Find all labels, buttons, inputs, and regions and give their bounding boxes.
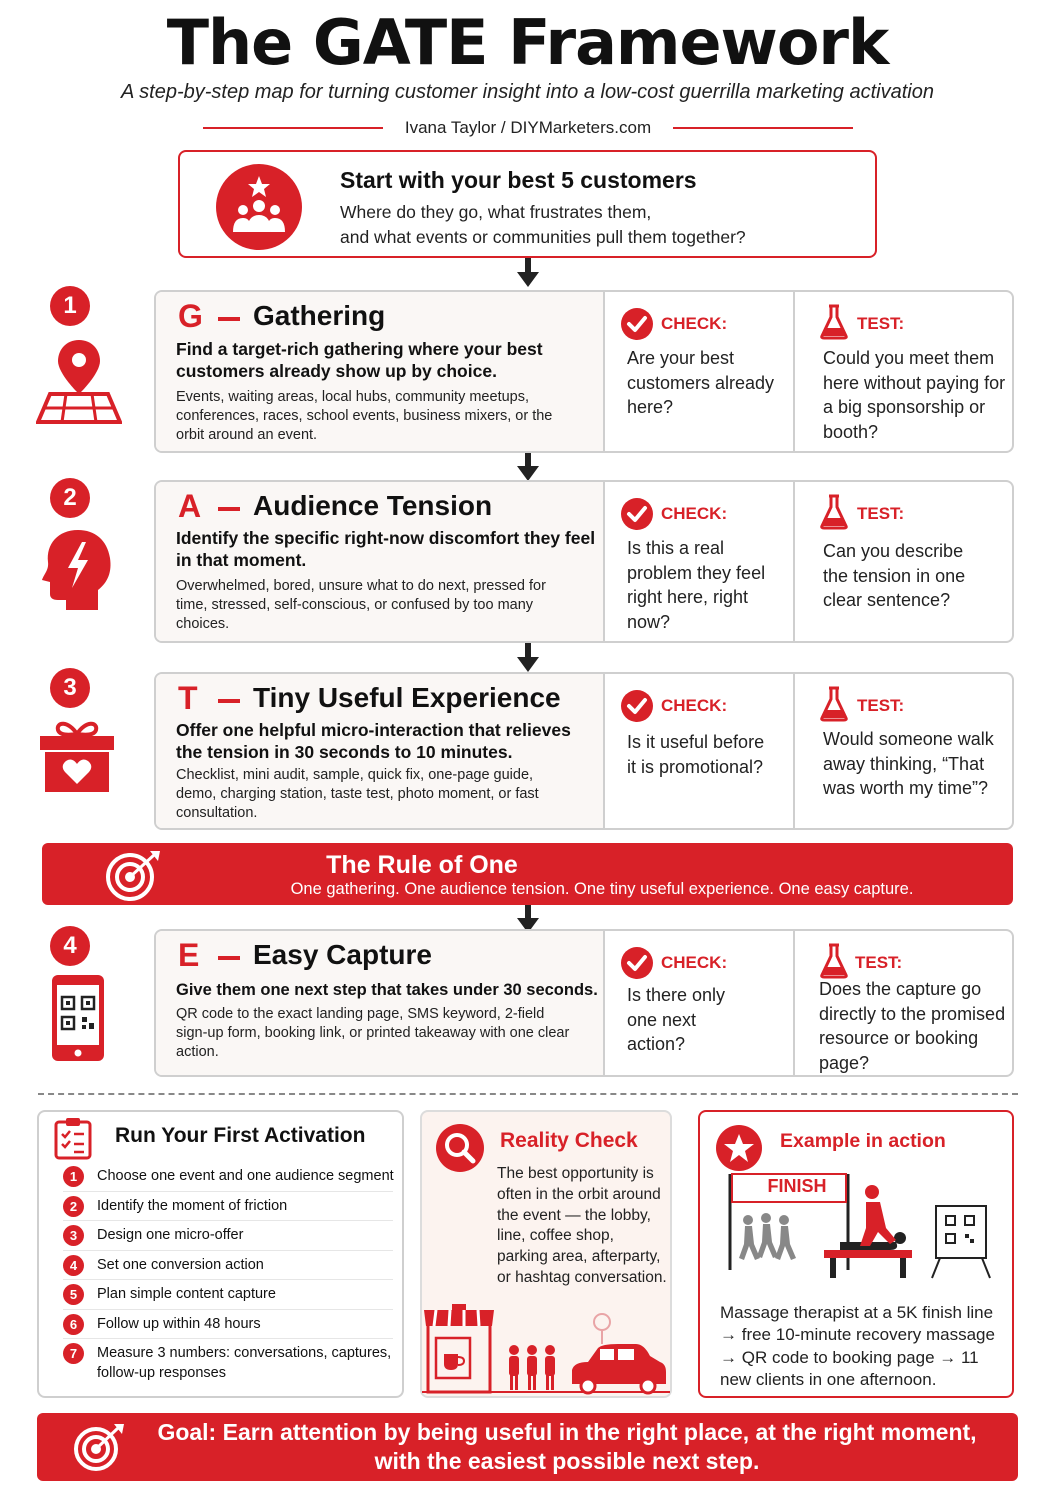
test-column (795, 292, 1014, 451)
test-label: TEST: (857, 314, 905, 333)
item-text: Design one micro-offer (97, 1227, 244, 1243)
check-column (605, 931, 793, 1075)
item-text: Identify the moment of friction (97, 1197, 288, 1214)
checkmark-icon (621, 690, 653, 722)
arrow-down-icon (516, 452, 540, 482)
flask-icon (819, 943, 849, 979)
test-label: TEST: (855, 953, 903, 972)
storefront-street-illustration (422, 1300, 670, 1396)
step-letter: T (178, 680, 198, 716)
map-pin-icon (36, 338, 122, 426)
step-examples: Overwhelmed, bored, unsure what to do next, pressed for time, stressed, self-conscious, or confused by too many choices. (176, 578, 546, 632)
step-name: Audience Tension (253, 490, 493, 521)
start-box (178, 150, 877, 258)
test-question: Would someone walk away thinking, “That was worth my time”? (823, 729, 994, 798)
step-name: Gathering (253, 300, 386, 331)
checkmark-icon (621, 947, 653, 979)
check-question: Is it useful before it is promotional? (627, 732, 765, 777)
step-name: Easy Capture (253, 939, 432, 970)
page-title: The GATE Framework (166, 6, 889, 79)
item-text: Follow up within 48 hours (97, 1315, 261, 1332)
check-question: Is there only one next action? (627, 985, 726, 1054)
start-line-1: Where do they go, what frustrates them, (340, 202, 652, 222)
item-number: 5 (63, 1284, 84, 1305)
step-number: 4 (50, 926, 90, 966)
rule-heading: The Rule of One (326, 851, 518, 879)
head-lightning-icon (40, 528, 112, 612)
clipboard-checklist-icon (53, 1116, 93, 1160)
checkmark-icon (621, 308, 653, 340)
step-description: Identify the specific right-now discomfort they feel in that moment. (176, 528, 596, 570)
reality-check-panel (420, 1110, 672, 1398)
step-number: 3 (50, 668, 90, 708)
step-card-tiny-useful-experience (154, 672, 1014, 830)
step-dash (218, 699, 240, 703)
author-credit: Ivana Taylor / DIYMarketers.com (404, 118, 652, 137)
author-row (203, 117, 853, 139)
star-icon (716, 1125, 762, 1171)
item-number: 1 (63, 1166, 84, 1187)
list-item (63, 1192, 393, 1222)
test-label: TEST: (857, 696, 905, 715)
step-letter: A (178, 488, 202, 524)
step-number: 1 (50, 286, 90, 326)
test-label: TEST: (857, 504, 905, 523)
step-card-audience-tension (154, 480, 1014, 643)
step-dash (218, 956, 240, 960)
search-icon (436, 1124, 484, 1172)
item-number: 3 (63, 1225, 84, 1246)
step-dash (218, 317, 240, 321)
list-item (63, 1162, 393, 1192)
step-description: Offer one helpful micro-interaction that relieves the tension in 30 seconds to 10 minutes. (176, 720, 571, 762)
test-column (795, 674, 1014, 828)
item-number: 7 (63, 1343, 84, 1364)
page-subtitle: A step-by-step map for turning customer insight into a low-cost guerrilla marketing activation (121, 81, 934, 103)
list-item (63, 1280, 393, 1310)
customers-star-icon (216, 164, 302, 250)
flask-icon (819, 304, 849, 340)
flask-icon (819, 494, 849, 530)
check-column (605, 674, 793, 828)
test-column (795, 482, 1014, 641)
check-label: CHECK: (661, 504, 728, 523)
target-icon (71, 1422, 125, 1472)
check-column (605, 482, 793, 641)
check-label: CHECK: (661, 314, 728, 333)
step-dash (218, 507, 240, 511)
step-examples: Checklist, mini audit, sample, quick fix, one-page guide, demo, charging station, taste test, photo moment, or fast consultation. (176, 767, 539, 821)
list-item (63, 1221, 393, 1251)
goal-text (127, 1418, 1007, 1476)
goal-line-2: with the easiest possible next step. (374, 1448, 760, 1474)
test-column (795, 931, 1014, 1075)
check-question: Are your best customers already here? (627, 348, 775, 417)
start-text (340, 200, 840, 250)
phone-qr-icon (50, 973, 106, 1063)
start-heading: Start with your best 5 customers (340, 167, 697, 193)
check-label: CHECK: (661, 696, 728, 715)
item-number: 6 (63, 1314, 84, 1335)
test-question: Does the capture go directly to the promised resource or booking page? (819, 979, 1006, 1073)
item-number: 2 (63, 1196, 84, 1217)
divider-left (203, 127, 383, 129)
step-number: 2 (50, 478, 90, 518)
arrow-down-icon (516, 258, 540, 288)
step-card-gathering (154, 290, 1014, 453)
check-label: CHECK: (661, 953, 728, 972)
item-text: Plan simple content capture (97, 1286, 276, 1302)
reality-heading: Reality Check (500, 1129, 638, 1152)
item-text: Measure 3 numbers: conversations, captures, follow-up responses (97, 1345, 392, 1381)
rule-text: One gathering. One audience tension. One tiny useful experience. One easy capture. (290, 880, 914, 898)
gift-heart-icon (38, 718, 116, 794)
finish-label: FINISH (767, 1176, 827, 1196)
check-column (605, 292, 793, 451)
list-item (63, 1310, 393, 1340)
section-divider (38, 1093, 1018, 1095)
start-line-2: and what events or communities pull them together? (340, 227, 746, 247)
activation-panel (37, 1110, 404, 1398)
arrow-down-icon (516, 643, 540, 673)
example-heading: Example in action (780, 1130, 946, 1152)
example-text: Massage therapist at a 5K finish line → free 10-minute recovery massage → QR code to booking page → 11 new clients in one afternoon. (720, 1303, 995, 1389)
item-text: Choose one event and one audience segment (97, 1168, 394, 1184)
step-letter: G (178, 298, 203, 334)
reality-text: The best opportunity is often in the orbit around the event — the lobby, line, coffee shop, parking area, afterparty, or hashtag conversation. (497, 1165, 667, 1286)
goal-line-1: Goal: Earn attention by being useful in the right place, at the right moment, (157, 1419, 977, 1445)
test-question: Can you describe the tension in one clear sentence? (823, 541, 966, 610)
item-number: 4 (63, 1255, 84, 1276)
item-text: Set one conversion action (97, 1256, 264, 1273)
flask-icon (819, 686, 849, 722)
check-question: Is this a real problem they feel right here, right now? (627, 538, 766, 632)
example-panel (698, 1110, 1014, 1398)
activation-heading: Run Your First Activation (115, 1124, 366, 1147)
divider-right (673, 127, 853, 129)
step-letter: E (178, 937, 200, 973)
step-name: Tiny Useful Experience (253, 682, 561, 713)
activation-list (63, 1162, 393, 1383)
test-question: Could you meet them here without paying for a big sponsorship or booth? (823, 348, 1006, 442)
step-description: Give them one next step that takes under 30 seconds. (176, 981, 598, 999)
rule-of-one-banner (42, 843, 1013, 905)
step-examples: Events, waiting areas, local hubs, community meetups, conferences, races, school events, business mixers, or the orbit around an event. (176, 389, 553, 443)
checkmark-icon (621, 498, 653, 530)
step-examples: QR code to the exact landing page, SMS keyword, 2-field sign-up form, booking link, or printed takeaway with one clear action. (176, 1006, 570, 1060)
step-description: Find a target-rich gathering where your best customers already show up by choice. (176, 339, 543, 381)
step-card-easy-capture (154, 929, 1014, 1077)
list-item (63, 1251, 393, 1281)
list-item (63, 1339, 393, 1383)
goal-banner (37, 1413, 1018, 1481)
